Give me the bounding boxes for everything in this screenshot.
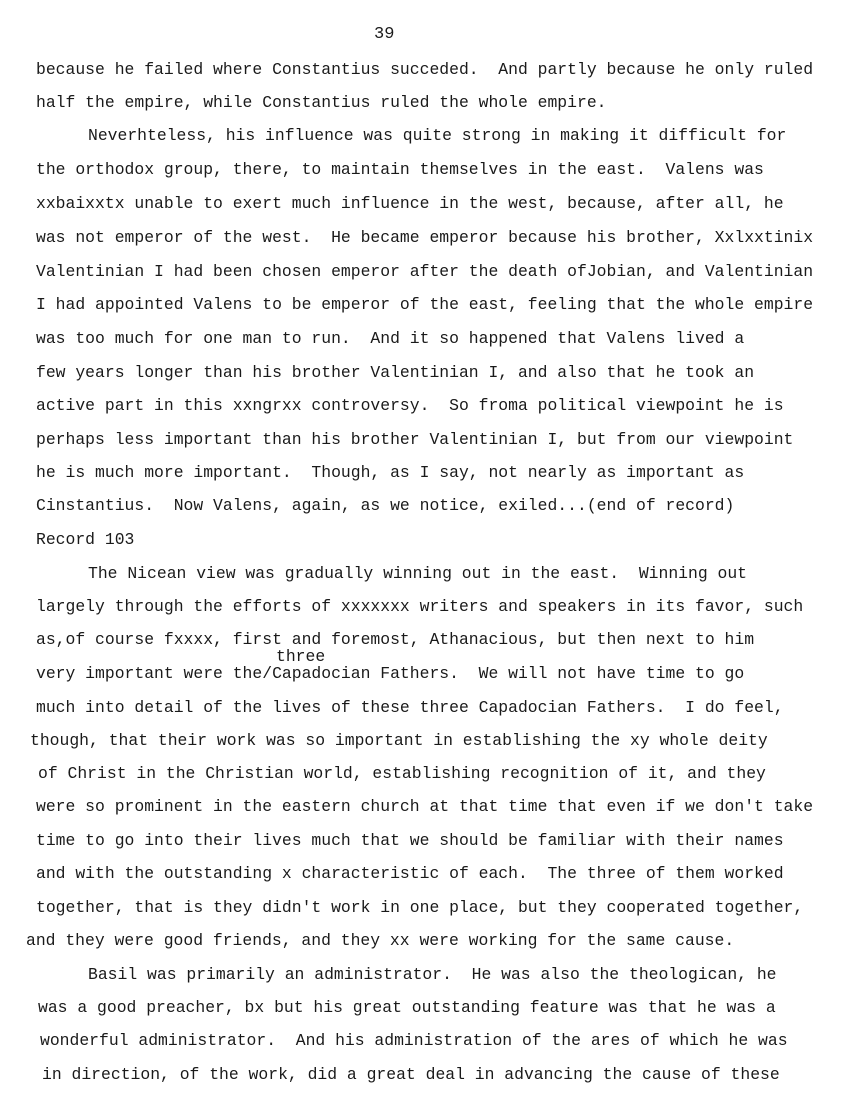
text-line: the orthodox group, there, to maintain themselves in the east. Valens was <box>36 160 764 179</box>
text-line: perhaps less important than his brother Valentinian I, but from our viewpoint <box>36 430 794 449</box>
record-label: Record 103 <box>36 530 135 549</box>
text-line: The Nicean view was gradually winning out in the east. Winning out <box>88 564 748 583</box>
text-line: and with the outstanding x characteristic of each. The three of them worked <box>36 864 784 883</box>
text-line: xxbaixxtx unable to exert much influence in the west, because, after all, he <box>36 194 784 213</box>
text-line: together, that is they didn't work in one place, but they cooperated together, <box>36 898 804 917</box>
text-line: because he failed where Constantius succeded. And partly because he only ruled <box>36 60 814 79</box>
text-line: as,of course fxxxx, first and foremost, Athanacious, but then next to him <box>36 630 755 649</box>
text-line: of Christ in the Christian world, establishing recognition of it, and they <box>38 764 766 783</box>
text-line: much into detail of the lives of these three Capadocian Fathers. I do feel, <box>36 698 784 717</box>
page-number: 39 <box>374 25 395 44</box>
text-line: very important were the/Capadocian Fathers. We will not have time to go <box>36 664 745 683</box>
text-line: largely through the efforts of xxxxxxx writers and speakers in its favor, such <box>36 597 804 616</box>
text-line: Valentinian I had been chosen emperor after the death ofJobian, and Valentinian <box>36 262 814 281</box>
text-line: active part in this xxngrxx controversy. So froma political viewpoint he is <box>36 396 784 415</box>
text-line: Cinstantius. Now Valens, again, as we notice, exiled...(end of record) <box>36 496 735 515</box>
text-line: in direction, of the work, did a great deal in advancing the cause of these <box>42 1065 780 1084</box>
text-line: though, that their work was so important in establishing the xy whole deity <box>30 731 768 750</box>
text-line: time to go into their lives much that we should be familiar with their names <box>36 831 784 850</box>
text-line: was a good preacher, bx but his great outstanding feature was that he was a <box>38 998 776 1017</box>
text-line: I had appointed Valens to be emperor of the east, feeling that the whole empire <box>36 295 814 314</box>
text-line: he is much more important. Though, as I say, not nearly as important as <box>36 463 745 482</box>
interlinear-insert: three <box>276 647 326 666</box>
text-line: was too much for one man to run. And it so happened that Valens lived a <box>36 329 745 348</box>
text-line: few years longer than his brother Valentinian I, and also that he took an <box>36 363 755 382</box>
text-line: and they were good friends, and they xx were working for the same cause. <box>26 931 735 950</box>
text-line: Neverhteless, his influence was quite strong in making it difficult for <box>88 126 787 145</box>
text-line: wonderful administrator. And his administration of the ares of which he was <box>40 1031 788 1050</box>
text-line: was not emperor of the west. He became emperor because his brother, Xxlxxtinix <box>36 228 814 247</box>
text-line: Basil was primarily an administrator. He was also the theologican, he <box>88 965 777 984</box>
text-line: were so prominent in the eastern church at that time that even if we don't take <box>36 797 814 816</box>
text-line: half the empire, while Constantius ruled the whole empire. <box>36 93 607 112</box>
